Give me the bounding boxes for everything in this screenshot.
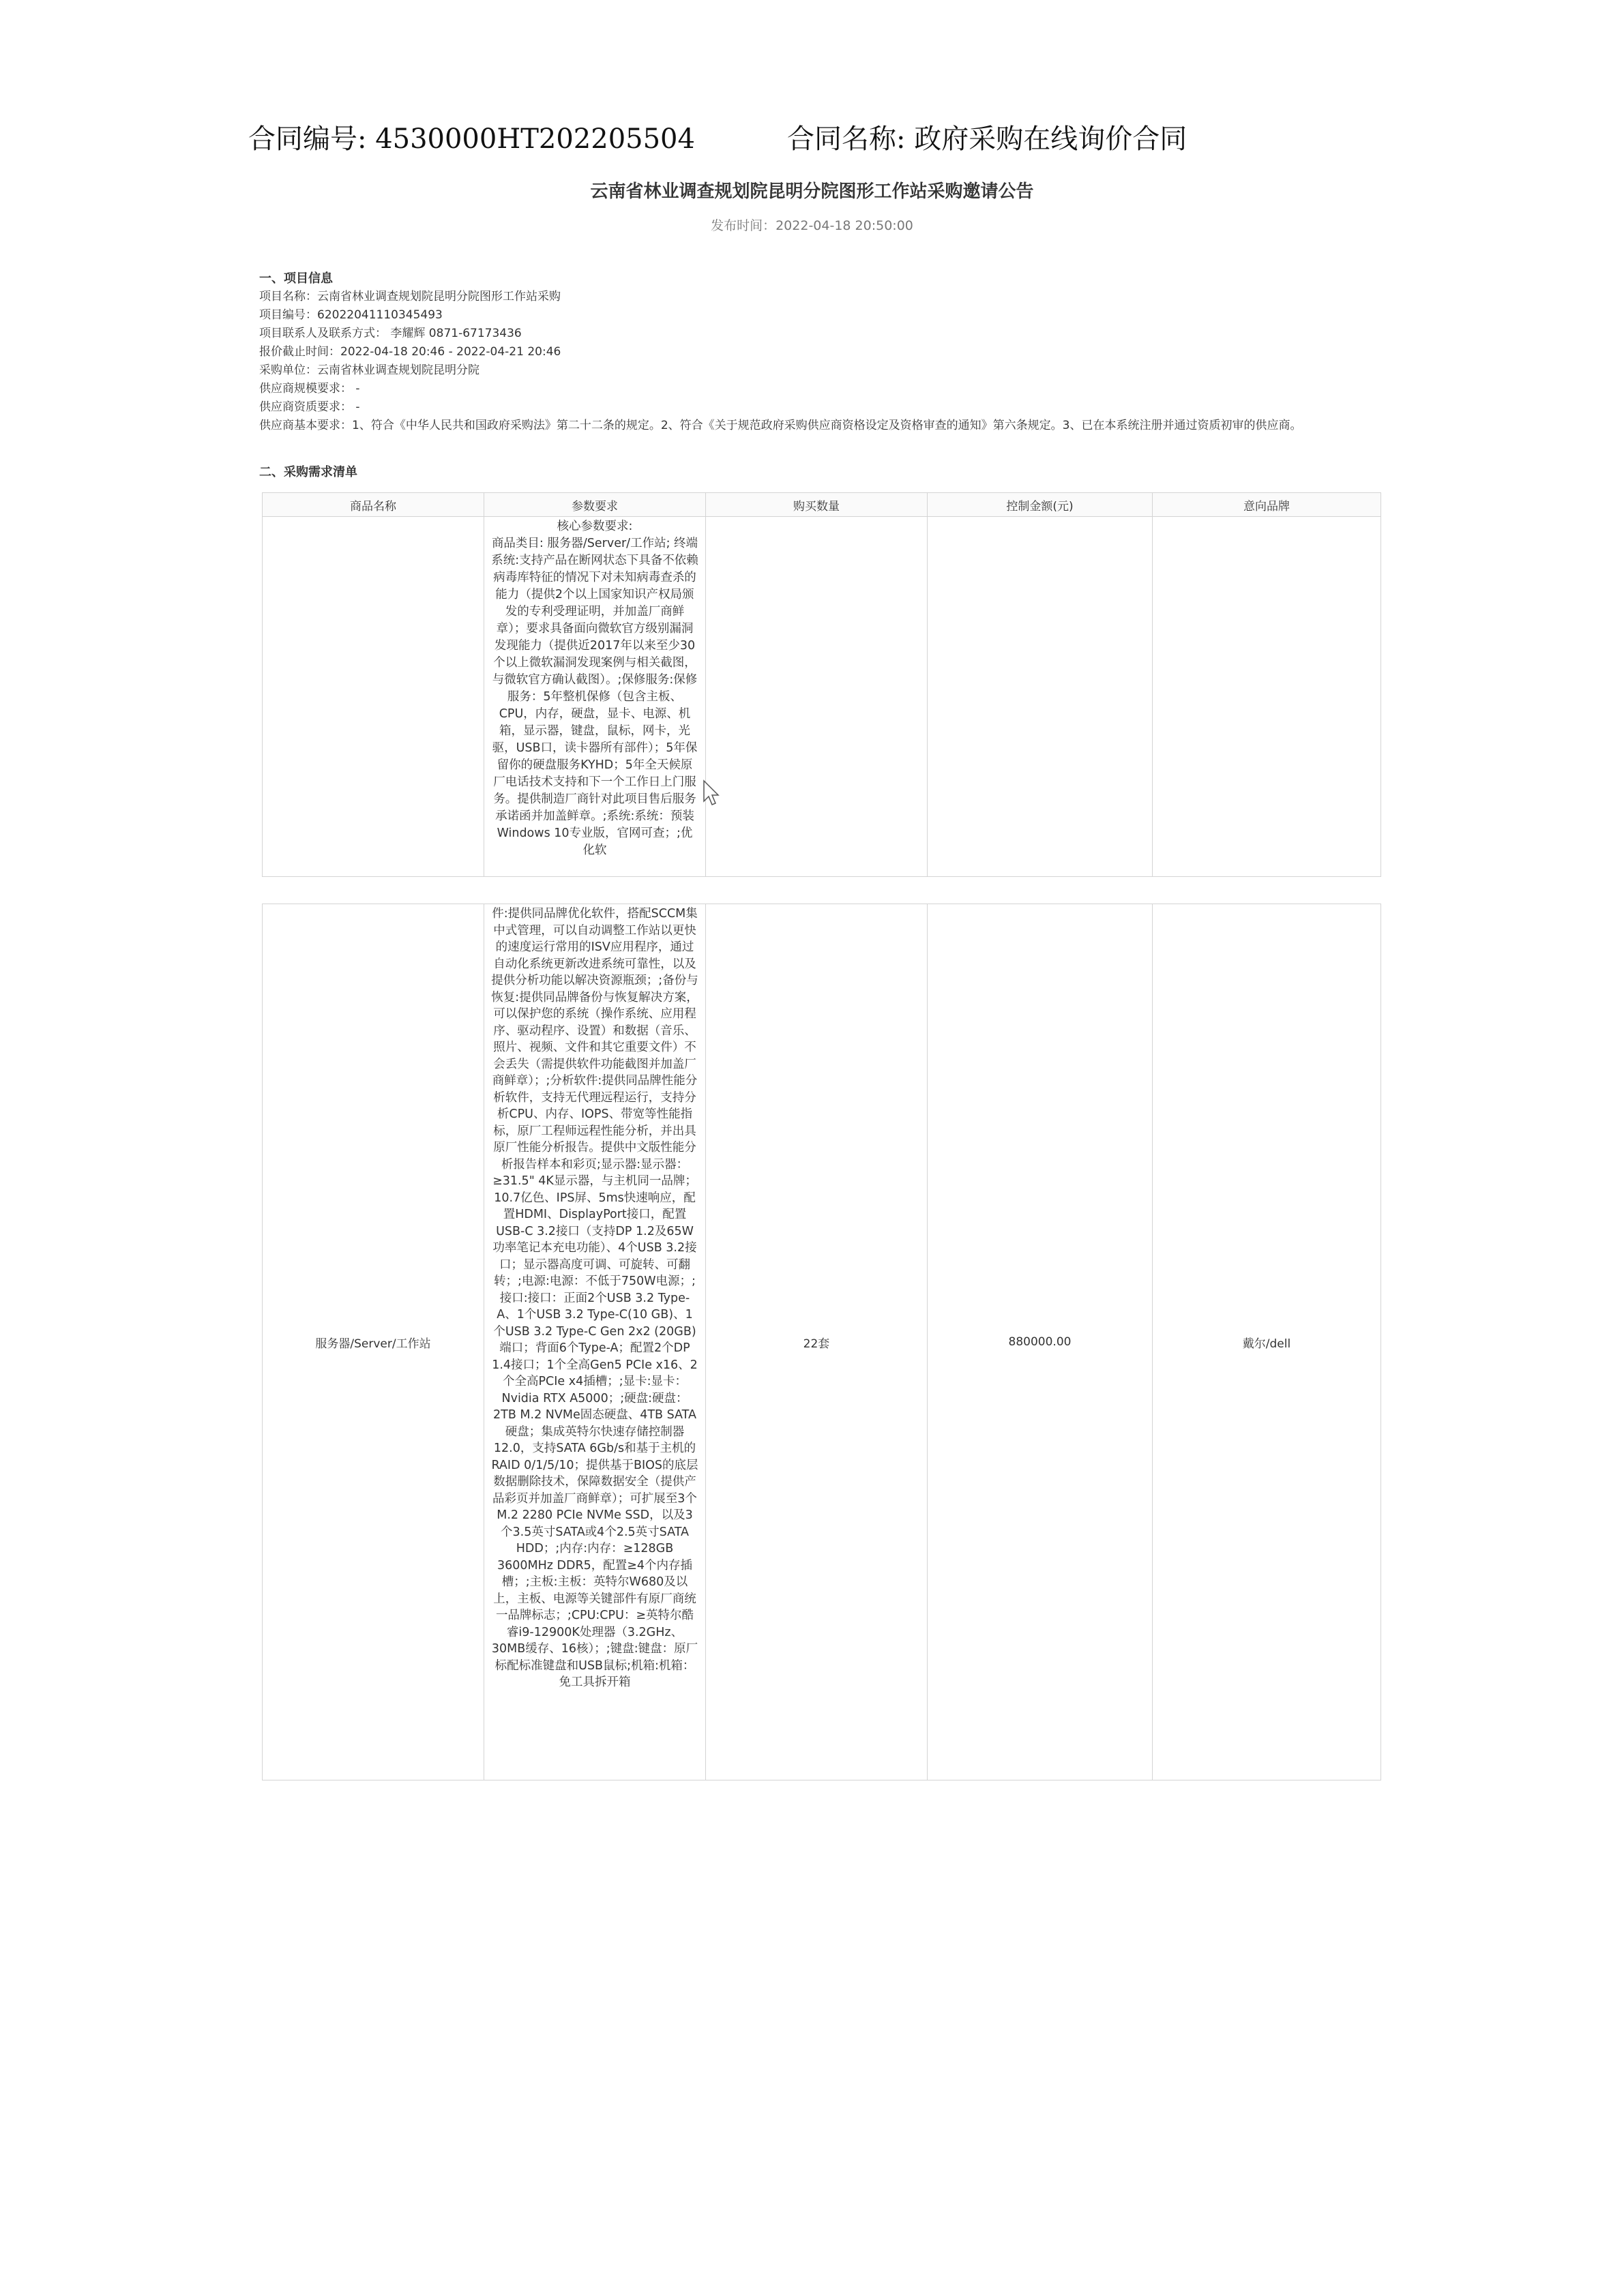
contract-name: 合同名称: 政府采购在线询价合同 [787,123,1187,155]
requirements-table [262,492,1381,877]
col-header-amount: 控制金额(元) [928,493,1153,517]
param-heading: 核心参数要求: [557,520,633,533]
product-cell: 服务器/Server/工作站 [263,904,484,1780]
param-cell [484,517,706,877]
product-cell [263,517,484,877]
quantity-cell: 22套 [706,904,928,1780]
project-contact: 项目联系人及联系方式： 李耀辉 0871-67173436 [259,327,522,340]
supplier-qualification: 供应商资质要求： - [259,400,360,414]
param-cell: 件:提供同品牌优化软件，搭配SCCM集中式管理，可以自动调整工作站以更快的速度运行常用的ISV应用程序，通过自动化系统更新改进系统可靠性，以及提供分析功能以解决资源瓶颈；;备份与恢复:提供同品牌备份与恢复解决方案，可以保护您的系统（操作系统、应用程序、驱动程序、设置）和数据（音乐、照片、视频、文件和其它重要文件）不会丢失（需提供软件功能截图并加盖厂商鲜章）；;分析软件:提供同品牌性能分析软件，支持无代理远程运行，支持分析CPU、内存、IOPS、带宽等性能指标，原厂工程师远程性能分析，并出具原厂性能分析报告。提供中文版性能分析报告样本和彩页;显示器:显示器：≥31.5" 4K显示器，与主机同一品牌；10.7亿色、IPS屏、5ms快速响应，配置HDMI、DisplayPort接口，配置USB-C 3.2接口（支持DP 1.2及65W功率笔记本充电功能）、4个USB 3.2接口；显示器高度可调、可旋转、可翻转；;电源:电源：不低于750W电源；;接口:接口：正面2个USB 3.2 Type-A、1个USB 3.2 Type-C(10 GB)、1个USB 3.2 Type-C Gen 2x2 (20GB) 端口；背面6个Type-A；配置2个DP 1.4接口；1个全高Gen5 PCIe x16、2个全高PCIe x4插槽；;显卡:显卡：Nvidia RTX A5000；;硬盘:硬盘：2TB M.2 NVMe固态硬盘、4TB SATA硬盘；集成英特尔快速存储控制器12.0，支持SATA 6Gb/s和基于主机的RAID 0/1/5/10；提供基于BIOS的底层数据删除技术，保障数据安全（提供产品彩页并加盖厂商鲜章）；可扩展至3个M.2 2280 PCIe NVMe SSD，以及3个3.5英寸SATA或4个2.5英寸SATA HDD；;内存:内存：≥128GB 3600MHz DDR5，配置≥4个内存插槽；;主板:主板：英特尔W680及以上，主板、电源等关键部件有原厂商统一品牌标志；;CPU:CPU：≥英特尔酷睿i9-12900K处理器（3.2GHz、30MB缓存、16核）；;键盘:键盘：原厂标配标准键盘和USB鼠标;机箱:机箱：免工具拆开箱 [484,904,706,1780]
amount-cell [928,517,1153,877]
contract-header [248,117,1408,158]
col-header-params: 参数要求 [484,493,706,517]
supplier-basic-requirements: 供应商基本要求：1、符合《中华人民共和国政府采购法》第二十二条的规定。2、符合《关于规范政府采购供应商资格设定及资格审查的通知》第六条规定。3、已在本系统注册并通过资质初审的供应商。 [259,419,1302,432]
param-text: 商品类目: 服务器/Server/工作站; 终端系统:支持产品在断网状态下具备不依赖病毒库特征的情况下对未知病毒查杀的能力（提供2个以上国家知识产权局颁发的专利受理证明，并加盖厂商鲜章）；要求具备面向微软官方级别漏洞发现能力（提供近2017年以来至少30个以上微软漏洞发现案例与相关截图，与微软官方确认截图）。;保修服务:保修服务：5年整机保修（包含主板、CPU，内存，硬盘，显卡、电源、机箱，显示器，键盘，鼠标，网卡，光驱，USB口，读卡器所有部件）；5年保留你的硬盘服务KYHD；5年全天候原厂电话技术支持和下一个工作日上门服务。提供制造厂商针对此项目售后服务承诺函并加盖鲜章。;系统:系统：预装Windows 10专业版，官网可查；;优化软 [491,537,698,857]
project-number: 项目编号：62022041110345493 [259,308,443,322]
brand-cell [1153,517,1381,877]
publish-time: 发布时间：2022-04-18 20:50:00 [711,218,913,233]
brand-cell: 戴尔/dell [1153,904,1381,1780]
section-title: 一、项目信息 [259,271,333,286]
amount-cell: 880000.00 [928,904,1153,1780]
col-header-quantity: 购买数量 [706,493,928,517]
col-header-brand: 意向品牌 [1153,493,1381,517]
quantity-cell [706,517,928,877]
requirements-table-continued [262,904,1381,1780]
table-header-row [263,493,1381,517]
col-header-product: 商品名称 [263,493,484,517]
table-row [263,904,1381,1780]
contract-number: 合同编号: 4530000HT202205504 [248,123,695,155]
purchaser: 采购单位：云南省林业调查规划院昆明分院 [259,363,479,377]
quote-deadline: 报价截止时间：2022-04-18 20:46 - 2022-04-21 20:46 [259,345,561,359]
notice-title: 云南省林业调查规划院昆明分院图形工作站采购邀请公告 [590,181,1034,202]
project-info [259,269,1385,435]
table-row [263,517,1381,877]
supplier-scale: 供应商规模要求： - [259,382,360,396]
section-title: 二、采购需求清单 [259,465,357,479]
project-name: 项目名称：云南省林业调查规划院昆明分院图形工作站采购 [259,290,561,303]
mouse-cursor-icon [703,779,720,807]
